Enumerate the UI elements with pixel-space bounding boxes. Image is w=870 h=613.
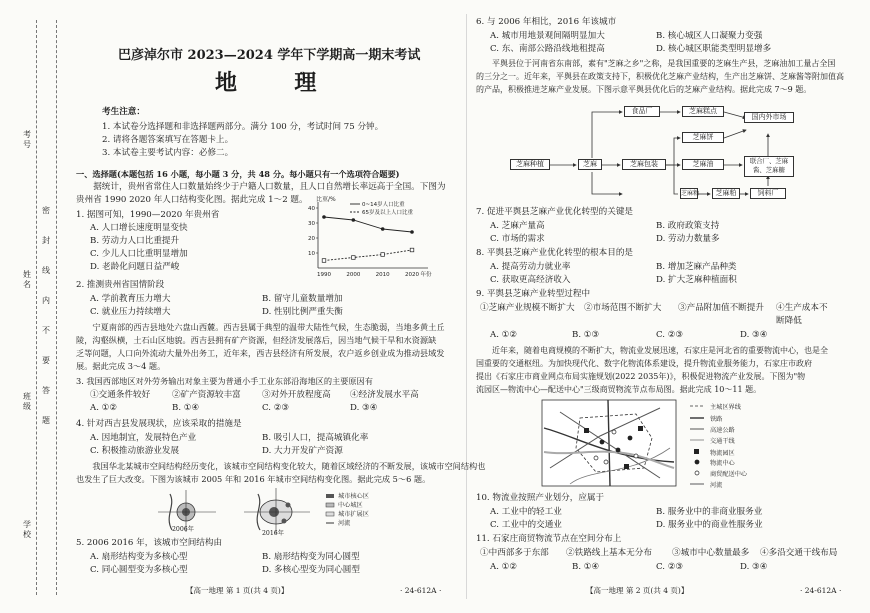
question-option: A. 提高劳动力就业率 bbox=[490, 262, 571, 272]
chart-y-tick-label: 20 bbox=[308, 236, 315, 242]
logistics-map-svg bbox=[540, 398, 820, 488]
chart-svg bbox=[300, 196, 440, 281]
answer-choice: B. ①③ bbox=[572, 330, 600, 340]
chart-y-tick-label: 30 bbox=[308, 221, 315, 227]
answer-choice: A. ①② bbox=[490, 562, 518, 572]
question-option: ②市场范围不断扩大 bbox=[584, 303, 662, 313]
question-option: D. 劳动力数量多 bbox=[656, 234, 720, 244]
answer-choice: C. ②③ bbox=[262, 403, 290, 413]
chart-x-tick-label: 1990 bbox=[317, 272, 331, 278]
gutter-cut-line-1 bbox=[36, 20, 37, 595]
seal-char: 题 bbox=[42, 416, 50, 425]
flow-node-sesame: 芝麻 bbox=[578, 159, 602, 170]
passage-line: 国重要的交通枢纽。为加快现代化、数字化物流体系建设，提升物流业服务能力，石家庄市政府 bbox=[476, 359, 812, 368]
question-stem: 7. 促进平舆县芝麻产业优化转型的关键是 bbox=[476, 207, 634, 217]
flow-node-sesame-oil: 芝麻油 bbox=[682, 159, 724, 170]
notice-item: 2. 请将各题答案填写在答题卡上。 bbox=[102, 135, 234, 145]
legend-label: 中心城区 bbox=[338, 502, 363, 509]
passage-line: 平舆县位于河南省东南部，素有"芝麻之乡"之称，是我国重要的芝麻生产县，芝麻油加工量占全国 bbox=[476, 59, 836, 68]
passage-line: 贵州省 1990 2020 年人口结构变化图。据此完成 1～2 题。 bbox=[76, 195, 308, 205]
flow-node-market: 国内外市场 bbox=[744, 112, 794, 123]
question-option: B. 吸引人口，提高城镇化率 bbox=[262, 433, 369, 443]
gutter-xingming: 姓名 bbox=[23, 270, 31, 289]
question-option: ①交通条件较好 bbox=[90, 390, 151, 400]
question-option: A. 人口增长速度明显变快 bbox=[90, 223, 188, 233]
question-option: B. 扇形结构变为同心圆型 bbox=[262, 552, 360, 562]
logistics-legend-label: 高速公路 bbox=[710, 427, 735, 434]
answer-choice: D. ③④ bbox=[740, 562, 768, 572]
question-stem: 8. 平舆县芝麻产业优化转型的根本目的是 bbox=[476, 248, 634, 258]
question-option: A. 扇形结构变为多核心型 bbox=[90, 552, 188, 562]
footer-code: · 24-612A · bbox=[800, 586, 842, 595]
city-structure-map bbox=[150, 486, 390, 536]
chart-point bbox=[381, 253, 385, 257]
chart-point bbox=[381, 227, 385, 231]
seal-char: 不 bbox=[42, 326, 50, 335]
question-option: ④经济发展水平高 bbox=[350, 390, 419, 400]
question-stem: 3. 我国西部地区对外劳务输出对象主要为普通小手工业东部沿海地区的主要原因有 bbox=[76, 376, 373, 386]
notice-item: 1. 本试卷分选择题和非选择题两部分。满分 100 分，考试时间 75 分钟。 bbox=[102, 122, 384, 132]
question-option: A. 芝麻产量高 bbox=[490, 221, 545, 231]
question-option: C. 获取更高经济收入 bbox=[490, 275, 571, 285]
question-option: B. 劳动力人口比重提升 bbox=[90, 236, 180, 246]
gutter-cut-line-2 bbox=[56, 20, 57, 595]
legend-label: 城市扩展区 bbox=[338, 511, 369, 518]
section-heading: 一、选择题(本题包括 16 小题，每小题 3 分，共 48 分。每小题只有一个选项符合题要) bbox=[76, 169, 400, 179]
answer-choice: D. ③④ bbox=[350, 403, 378, 413]
seal-char: 要 bbox=[42, 356, 50, 365]
footer-code: · 24-612A · bbox=[400, 586, 442, 595]
answer-choice: A. ①② bbox=[90, 403, 118, 413]
chart-y-tick-label: 10 bbox=[308, 251, 315, 257]
sesame-industry-flowchart bbox=[506, 98, 796, 202]
question-option: D. 多核心型变为同心圆型 bbox=[262, 565, 360, 575]
question-option: B. 服务业中的非商业服务业 bbox=[656, 507, 763, 517]
flow-node-feed-factory: 饲料厂 bbox=[750, 188, 786, 199]
question-option: ③对外开放程度高 bbox=[262, 390, 331, 400]
question-option: D. 老龄化问题日益严峻 bbox=[90, 262, 180, 272]
logistics-legend-label: 河流 bbox=[710, 482, 723, 489]
question-option: D. 扩大芝麻种植面积 bbox=[656, 275, 737, 285]
gutter-xuexiao: 学校 bbox=[23, 520, 31, 539]
question-option: C. 市场的需求 bbox=[490, 234, 545, 244]
flow-node-joint-products bbox=[744, 156, 794, 177]
question-option: D. 服务业中的商业性服务业 bbox=[656, 520, 763, 530]
map-year-label: 2006年 bbox=[172, 526, 194, 533]
question-option: B. 留守儿童数量增加 bbox=[262, 294, 343, 304]
passage-line: 近年来，随着电商规模的不断扩大，物流业发展迅速，石家庄是河北省的重要物流中心，也是全 bbox=[476, 346, 828, 355]
population-chart bbox=[300, 196, 440, 281]
logistics-legend-label: 铁路 bbox=[710, 416, 723, 423]
question-option: D. 核心城区职能类型明显增多 bbox=[656, 44, 772, 54]
question-option: A. 工业中的轻工业 bbox=[490, 507, 562, 517]
passage-line: 的三分之一。近年来，平舆县在政策支持下，积极优化芝麻产业结构，生产出芝麻饼、芝麻酱等附加值高 bbox=[476, 72, 844, 81]
chart-point bbox=[410, 230, 414, 234]
answer-choice: C. ②③ bbox=[656, 330, 684, 340]
exam-title: 巴彦淖尔市 2023—2024 学年下学期高一期末考试 bbox=[118, 48, 421, 63]
chart-x-tick-label: 2010 bbox=[375, 272, 390, 278]
chart-x-tick-label: 2020 bbox=[405, 272, 419, 278]
footer-page-label: 【高一地理 第 1 页(共 4 页)】 bbox=[186, 586, 289, 595]
chart-point bbox=[352, 218, 356, 222]
answer-choice: B. ①④ bbox=[172, 403, 200, 413]
chart-series-line bbox=[324, 217, 412, 232]
page-divider bbox=[466, 14, 467, 599]
logistics-node-map bbox=[540, 398, 820, 488]
question-option: ①芝麻产业规模不断扩大 bbox=[480, 303, 575, 313]
question-option: ②铁路线上基本无分布 bbox=[566, 548, 652, 558]
question-stem: 1. 据图可知，1990—2020 年贵州省 bbox=[76, 210, 220, 220]
question-stem: 11. 石家庄商贸物流节点在空间分布上 bbox=[476, 534, 622, 544]
chart-legend-label: 65岁及以上人口比重 bbox=[362, 210, 413, 216]
answer-choice: C. ②③ bbox=[656, 562, 684, 572]
logistics-legend-label: 商贸配送中心 bbox=[710, 471, 748, 478]
chart-y-label: 比重/% bbox=[316, 196, 336, 203]
question-option: C. 积极推动旅游业发展 bbox=[90, 446, 180, 456]
question-option: ①中西部多于东部 bbox=[480, 548, 549, 558]
flow-node-packaging: 芝麻包装 bbox=[622, 159, 666, 170]
logistics-legend-symbols bbox=[690, 406, 704, 484]
question-stem: 9. 平舆县芝麻产业转型过程中 bbox=[476, 289, 591, 299]
flow-node-sesame-cake: 芝麻饼 bbox=[682, 132, 724, 143]
chart-y-tick-label: 40 bbox=[308, 206, 315, 212]
flow-node-planting: 芝麻种植 bbox=[510, 159, 550, 170]
footer-page-label: 【高一地理 第 2 页(共 4 页)】 bbox=[586, 586, 689, 595]
seal-char: 内 bbox=[42, 296, 50, 305]
chart-point bbox=[352, 256, 356, 260]
question-option: C. 少儿人口比重明显增加 bbox=[90, 249, 188, 259]
map-legend bbox=[326, 494, 334, 523]
subject-title: 地 理 bbox=[215, 70, 331, 96]
passage-line: 宁夏南部的西吉县地处六盘山西麓。西吉县属于典型的温带大陆性气候，生态脆弱，当地多黄土丘 bbox=[76, 322, 445, 332]
legend-label: 城市核心区 bbox=[338, 493, 369, 500]
question-option: ③产品附加值不断提升 bbox=[678, 303, 764, 313]
seal-char: 密 bbox=[42, 206, 50, 215]
question-option: C. 工业中的交通业 bbox=[490, 520, 562, 530]
passage-line: 的产品，积极推进芝麻产业发展。下图示意平舆县优化后的芝麻产业结构。据此完成 7～9 题。 bbox=[476, 85, 812, 94]
question-option: C. 就业压力持续增大 bbox=[90, 307, 171, 317]
question-stem: 2. 推测贵州省国情阶段 bbox=[76, 280, 165, 290]
map-year-label: 2016年 bbox=[262, 530, 284, 537]
legend-label: 河流 bbox=[338, 520, 351, 527]
question-option: B. 增加芝麻产品种类 bbox=[656, 262, 737, 272]
question-stem: 6. 与 2006 年相比，2016 年该城市 bbox=[476, 17, 617, 27]
passage-line: 据统计，贵州省常住人口数量始终少于户籍人口数量，且人口自然增长率远高于全国。下图为 bbox=[76, 182, 446, 192]
question-option: C. 东、南部公路沿线地租提高 bbox=[490, 44, 605, 54]
flow-node-pastry: 芝麻糕点 bbox=[682, 106, 724, 117]
logistics-legend-label: 主城区界线 bbox=[710, 404, 741, 411]
seal-char: 封 bbox=[42, 236, 50, 245]
passage-line: 提出《石家庄市商业网点布局实施规划(2022 2035年)》，积极促进物流产业发展。下图为"物 bbox=[476, 372, 806, 381]
question-option: D. 性别比例严重失衡 bbox=[262, 307, 343, 317]
question-stem: 4. 针对西吉县发展现状，应该采取的措施是 bbox=[76, 419, 242, 429]
seal-char: 线 bbox=[42, 266, 50, 275]
question-option: A. 学前教育压力增大 bbox=[90, 294, 171, 304]
passage-line: 也发生了巨大改变。下图为该城市 2005 年和 2016 年城市空间结构变化图。据此完成 5～6 题。 bbox=[76, 474, 431, 484]
question-stem: 10. 物流业按照产业划分，应属于 bbox=[476, 493, 605, 503]
question-option: ④多沿交通干线布局 bbox=[760, 548, 838, 558]
flow-node-meal: 芝麻粕 bbox=[681, 190, 700, 197]
chart-point bbox=[322, 215, 326, 219]
question-option: C. 同心圆型变为多核心型 bbox=[90, 565, 188, 575]
question-option: B. 政府政策支持 bbox=[656, 221, 720, 231]
chart-x-label: 年份 bbox=[420, 272, 432, 278]
flow-node-joint-label: 联合厂、芝麻酱、芝麻糖 bbox=[749, 157, 789, 174]
chart-point bbox=[322, 259, 326, 263]
chart-legend-label: 0~14岁人口比重 bbox=[362, 202, 405, 208]
flow-node-food-factory: 食品厂 bbox=[624, 106, 660, 117]
seal-char: 答 bbox=[42, 386, 50, 395]
answer-choice: A. ①② bbox=[490, 330, 518, 340]
question-option: B. 核心城区人口凝聚力变强 bbox=[656, 31, 763, 41]
passage-line: 展。据此完成 3～4 题。 bbox=[76, 361, 166, 371]
logistics-legend-label: 物流园区 bbox=[710, 450, 735, 457]
question-option: A. 城市用地景观间隔明显加大 bbox=[490, 31, 605, 41]
passage-line: 乏等问题，人口向外流动大量外出务工，近年来，西吉县经济有所发展，农户返乡创业成为推动县域发 bbox=[76, 348, 445, 358]
answer-choice: D. ③④ bbox=[740, 330, 768, 340]
chart-point bbox=[410, 248, 414, 252]
chart-x-tick-label: 2000 bbox=[346, 272, 361, 278]
flow-node-meal-2: 芝麻粕 bbox=[712, 188, 740, 199]
passage-line: 我国华北某城市空间结构经历变化，该城市空间结构变化较大，随着区域经济的不断发展，该城市空间结构也 bbox=[76, 461, 486, 471]
question-option: D. 大力开发矿产资源 bbox=[262, 446, 343, 456]
notice-item: 3. 本试卷主要考试内容：必修二。 bbox=[102, 148, 234, 158]
chart-series-line bbox=[324, 250, 412, 261]
passage-line: 流园区—物流中心—配送中心"三级商贸物流节点布局图。据此完成 10～11 题。 bbox=[476, 385, 762, 394]
answer-choice: B. ①④ bbox=[572, 562, 600, 572]
seal-characters bbox=[41, 206, 53, 426]
question-option: ③城市中心数量最多 bbox=[672, 548, 750, 558]
gutter-banji: 班级 bbox=[23, 392, 31, 411]
passage-line: 陵，沟壑纵横，土石山区地貌。西吉县拥有矿产资源，但经济发展落后，因当地气候干旱和水资源缺 bbox=[76, 335, 437, 345]
gutter-kaohao: 考号 bbox=[23, 130, 31, 149]
logistics-legend-label: 交通干线 bbox=[710, 438, 735, 445]
question-stem: 5. 2006 2016 年，该城市空间结构由 bbox=[76, 538, 223, 548]
logistics-legend-label: 物流中心 bbox=[710, 460, 735, 467]
question-option: ②矿产资源较丰富 bbox=[172, 390, 241, 400]
notice-heading: 考生注意： bbox=[102, 107, 145, 117]
question-option: ④生产成本不断降低 bbox=[776, 303, 828, 326]
question-option: A. 因地制宜，发展特色产业 bbox=[90, 433, 197, 443]
